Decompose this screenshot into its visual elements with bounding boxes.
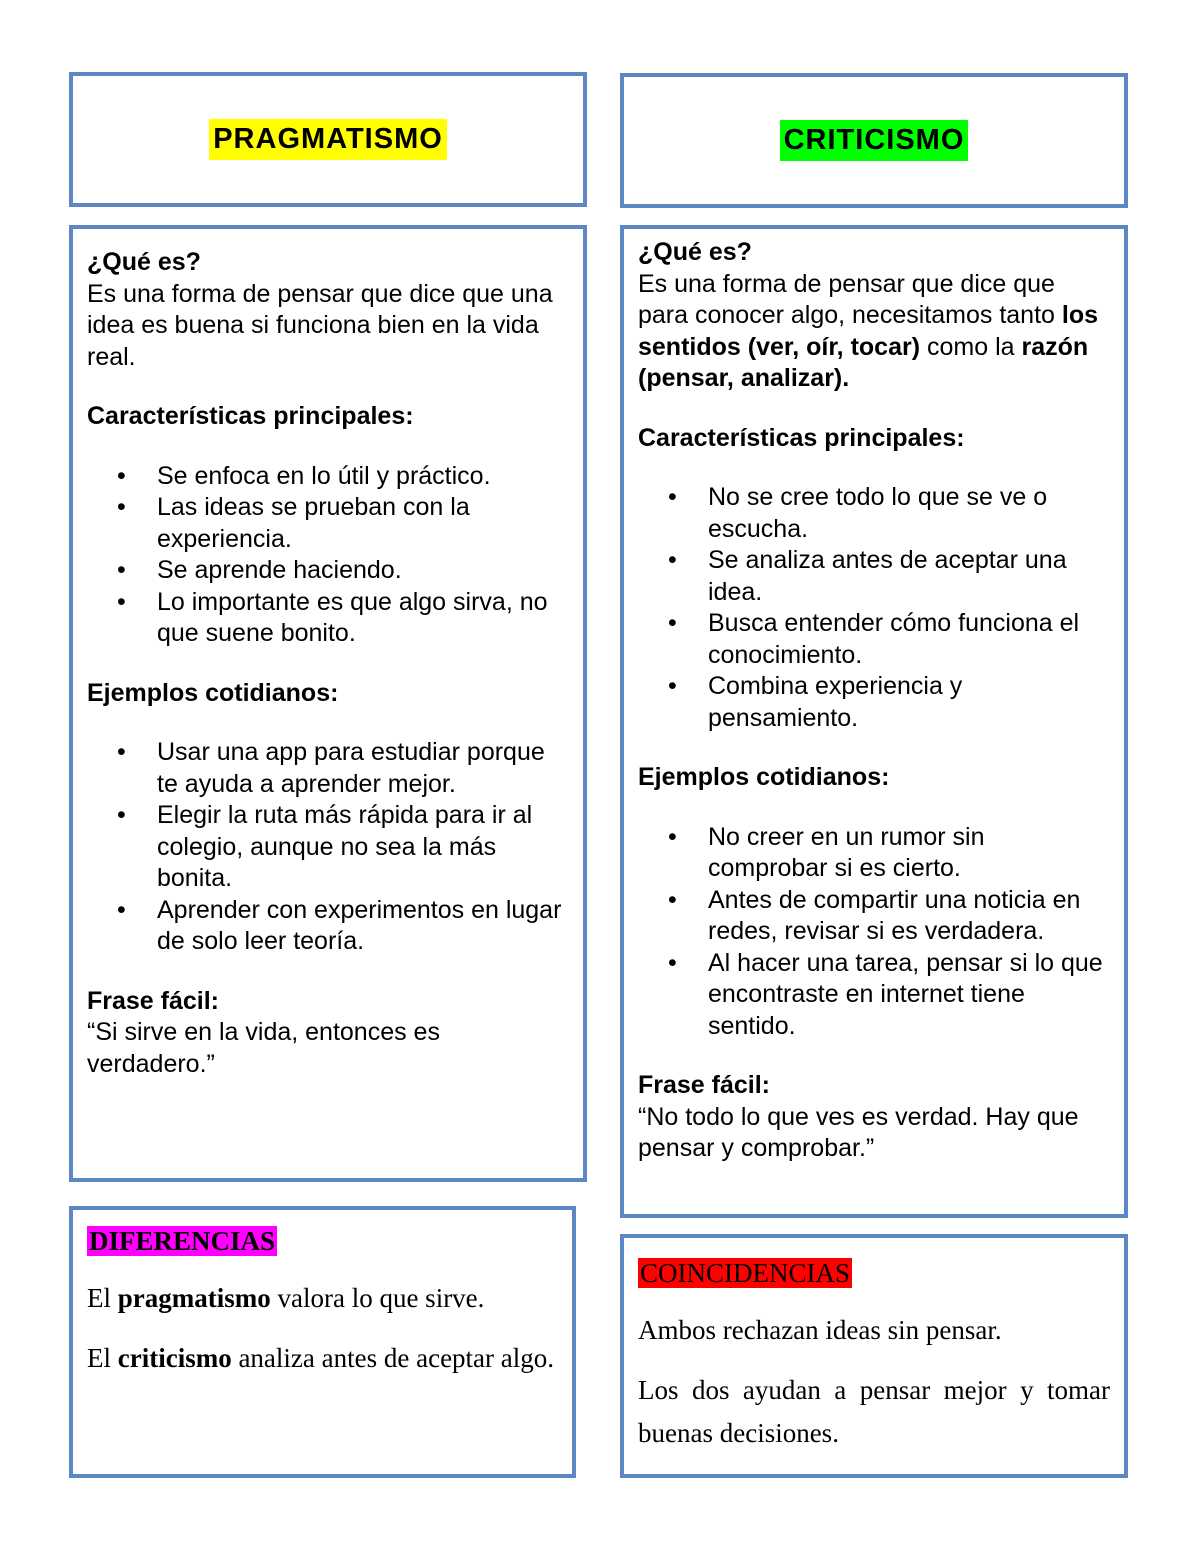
criticismo-caracteristicas-list <box>638 482 1110 734</box>
criticismo-que-es-bold-2: razón (pensar, analizar). <box>638 332 1089 392</box>
list-item: • Busca entender cómo funciona el conocimiento. <box>638 608 1110 671</box>
list-item: • Usar una app para estudiar porque te ayuda a aprender mejor. <box>87 737 569 800</box>
list-item: • Las ideas se prueban con la experiencia. <box>87 492 569 555</box>
list-item: • Antes de compartir una noticia en redes, revisar si es verdadera. <box>638 885 1110 948</box>
coincidencias-box <box>620 1234 1128 1478</box>
pragmatismo-frase: “Si sirve en la vida, entonces es verdadero.” <box>87 1018 440 1078</box>
diferencias-title: DIFERENCIAS <box>89 1226 276 1256</box>
pragmatismo-content-box <box>69 225 587 1182</box>
criticismo-que-es-text-1: Es una forma de pensar que dice que para conocer algo, necesitamos tanto <box>638 269 1055 329</box>
criticismo-frase-heading: Frase fácil: <box>638 1071 771 1099</box>
diferencias-line-2-a: El <box>87 1343 111 1373</box>
pragmatismo-caracteristicas-heading: Características principales: <box>87 402 414 430</box>
list-item: • Al hacer una tarea, pensar si lo que encontraste en internet tiene sentido. <box>638 948 1110 1043</box>
pragmatismo-frase-heading: Frase fácil: <box>87 986 220 1015</box>
criticismo-content-box <box>620 225 1128 1218</box>
list-item: • No se cree todo lo que se ve o escucha. <box>638 482 1110 545</box>
pragmatismo-caracteristicas-list <box>87 461 569 650</box>
pragmatismo-title-box <box>69 72 587 207</box>
diferencias-line-1-a: El <box>87 1283 111 1313</box>
criticismo-que-es-text <box>638 269 1110 395</box>
list-item: • No creer en un rumor sin comprobar si es cierto. <box>638 822 1110 885</box>
list-item: • Aprender con experimentos en lugar de solo leer teoría. <box>87 895 569 958</box>
criticismo-ejemplos-heading: Ejemplos cotidianos: <box>638 763 890 791</box>
list-item: • Se analiza antes de aceptar una idea. <box>638 545 1110 608</box>
criticismo-frase: “No todo lo que ves es verdad. Hay que pensar y comprobar.” <box>638 1102 1079 1162</box>
diferencias-line-1-b: pragmatismo <box>117 1283 271 1313</box>
coincidencias-p2: Los dos ayudan a pensar mejor y tomar buenas decisiones. <box>638 1375 1110 1448</box>
criticismo-que-es-heading: ¿Qué es? <box>638 238 752 266</box>
coincidencias-title: COINCIDENCIAS <box>640 1258 851 1288</box>
diferencias-line-1-c: valora lo que sirve. <box>277 1283 485 1313</box>
criticismo-title-box <box>620 73 1128 208</box>
criticismo-que-es-bold-1: los sentidos (ver, oír, tocar) <box>638 301 1098 361</box>
pragmatismo-ejemplos-heading: Ejemplos cotidianos: <box>87 678 339 707</box>
diferencias-line-1 <box>87 1277 558 1320</box>
diferencias-box <box>69 1206 576 1478</box>
pragmatismo-ejemplos-list <box>87 737 569 958</box>
diferencias-line-2-c: analiza antes de aceptar algo. <box>238 1343 555 1373</box>
list-item: • Se enfoca en lo útil y práctico. <box>87 461 569 493</box>
pragmatismo-title: PRAGMATISMO <box>209 119 447 159</box>
list-item: • Combina experiencia y pensamiento. <box>638 671 1110 734</box>
list-item: • Se aprende haciendo. <box>87 555 569 587</box>
criticismo-title: CRITICISMO <box>780 120 969 160</box>
coincidencias-p1: Ambos rechazan ideas sin pensar. <box>638 1315 1002 1345</box>
criticismo-caracteristicas-heading: Características principales: <box>638 423 965 452</box>
pragmatismo-que-es-heading: ¿Qué es? <box>87 248 201 276</box>
criticismo-ejemplos-list <box>638 822 1110 1043</box>
list-item: • Lo importante es que algo sirva, no que suene bonito. <box>87 587 569 650</box>
list-item: • Elegir la ruta más rápida para ir al colegio, aunque no sea la más bonita. <box>87 800 569 895</box>
diferencias-line-2-b: criticismo <box>117 1343 232 1373</box>
criticismo-que-es-text-2: como la <box>926 332 1015 361</box>
diferencias-line-2 <box>87 1337 558 1380</box>
pragmatismo-que-es-text: Es una forma de pensar que dice que una idea es buena si funciona bien en la vida real. <box>87 279 553 371</box>
